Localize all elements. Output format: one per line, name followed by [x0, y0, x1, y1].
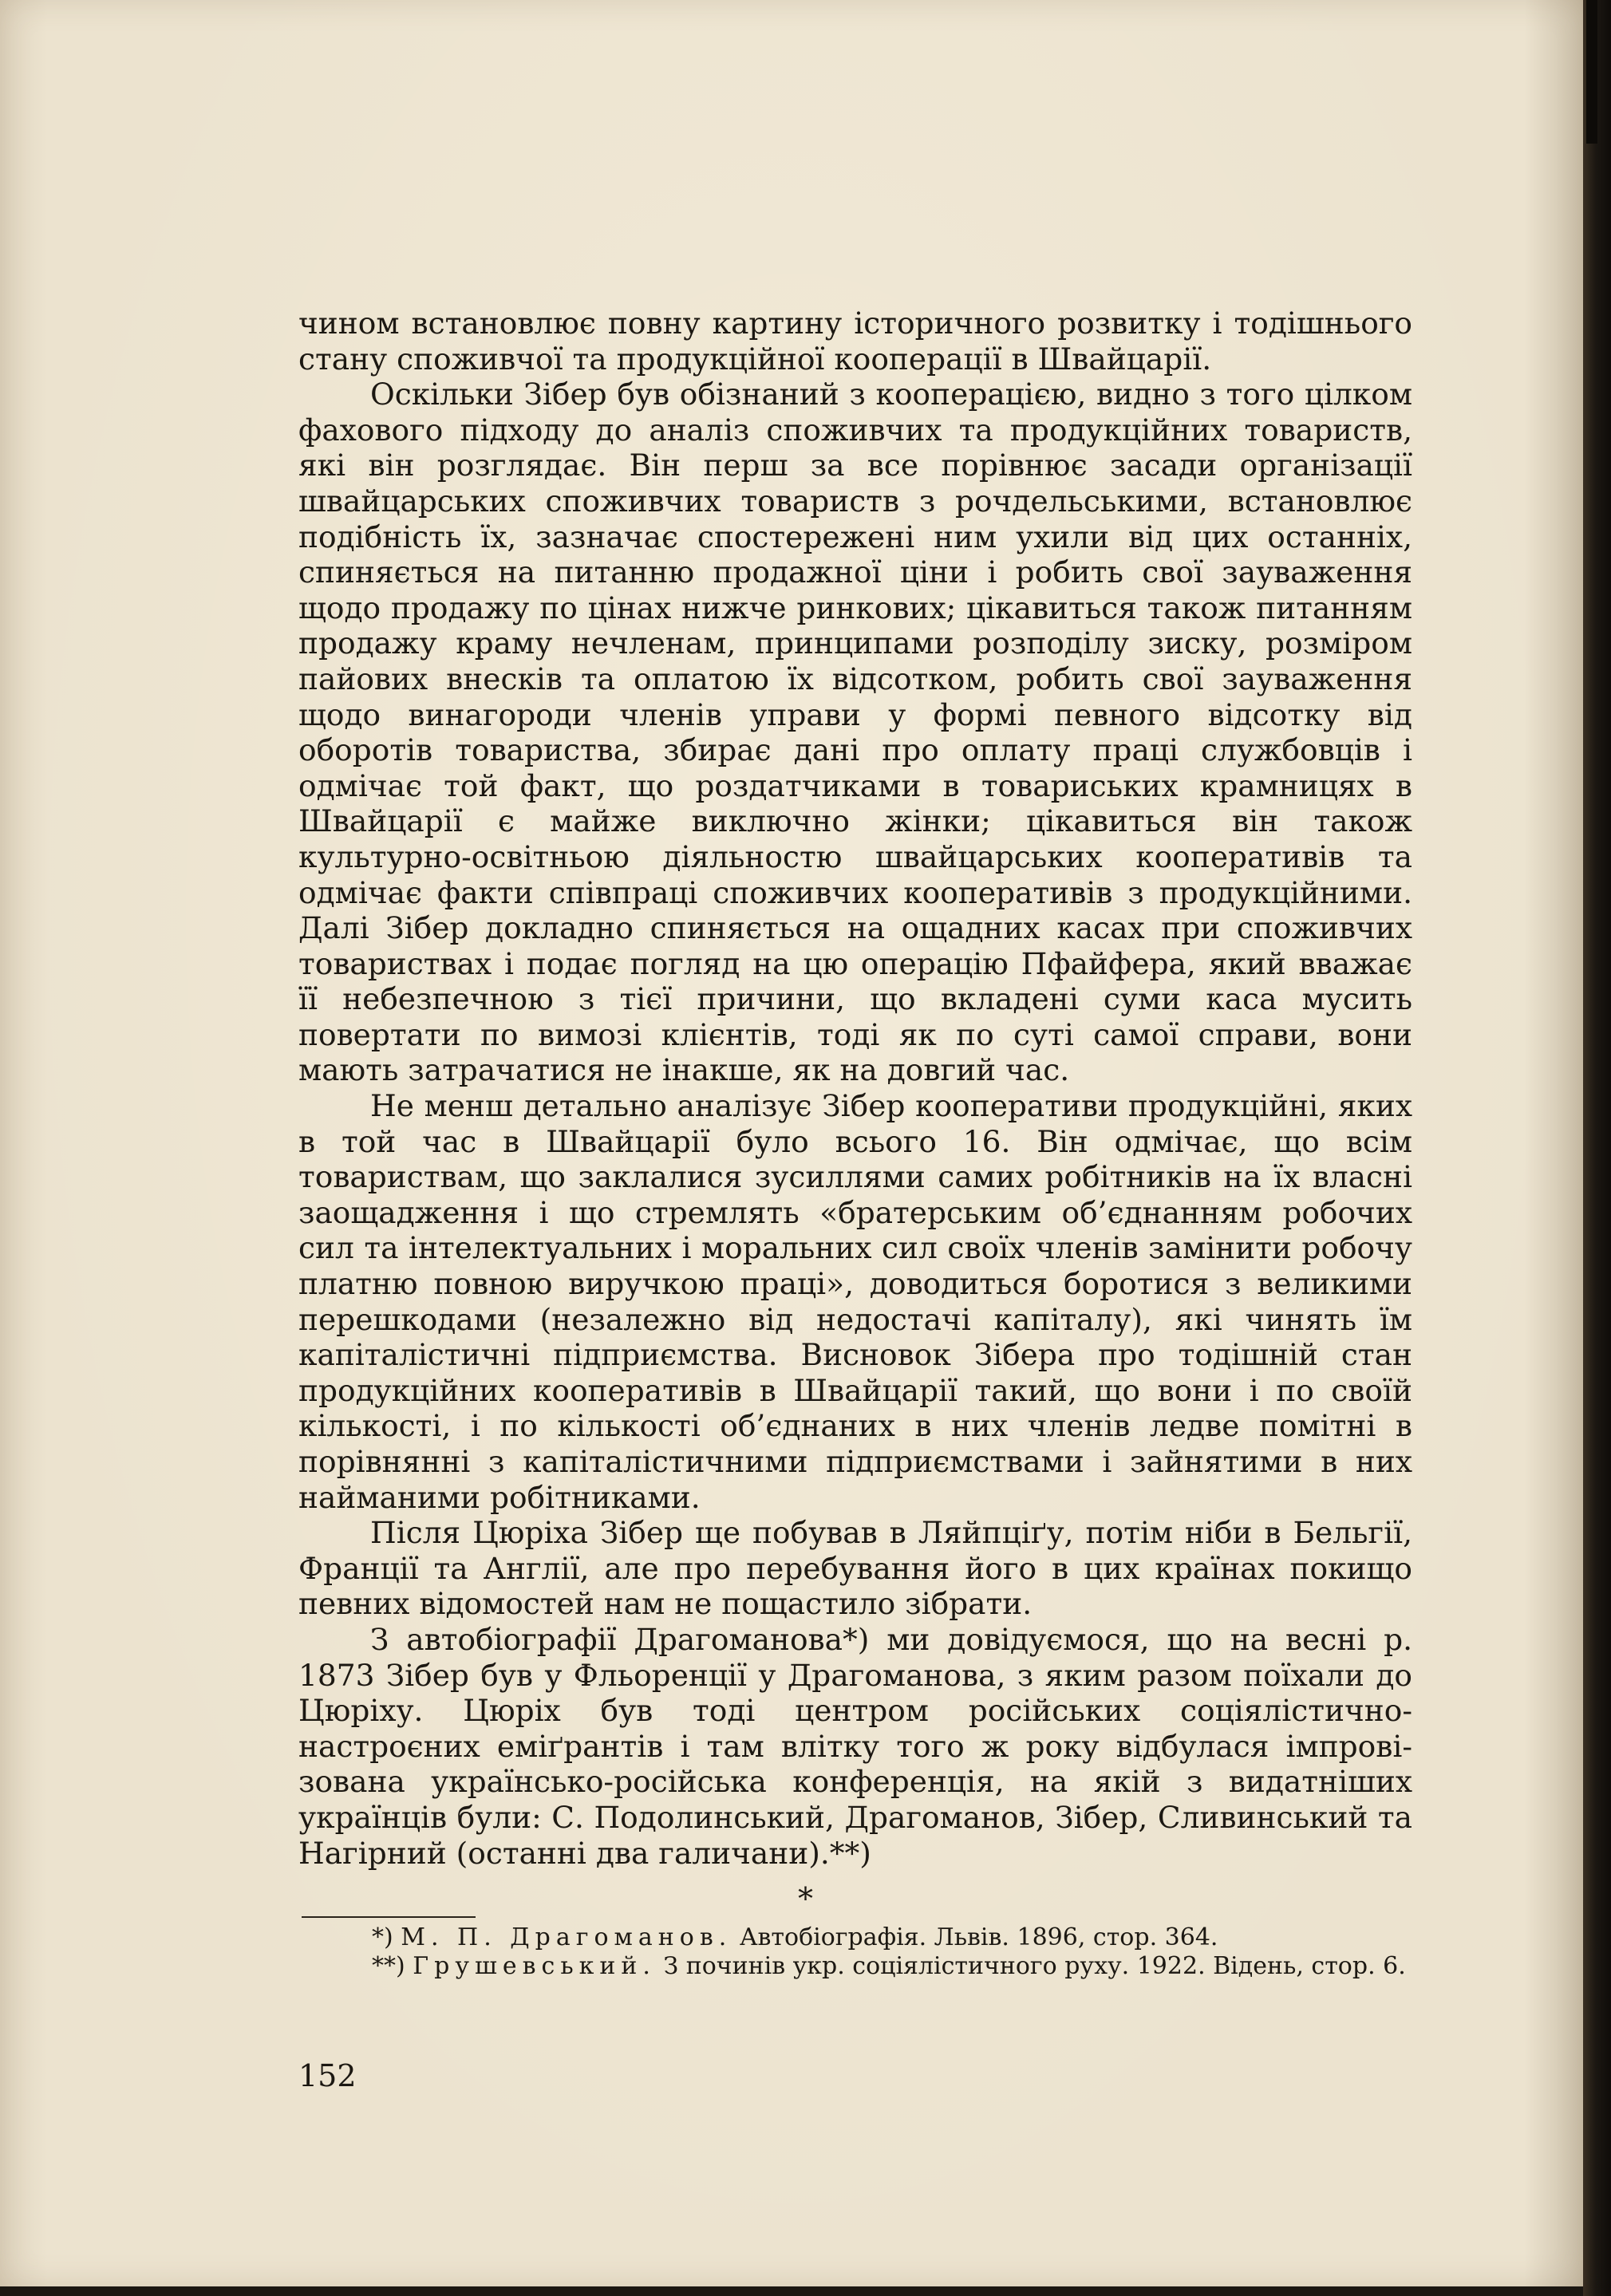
paragraph-1: чином встановлює повну картину історичного розвитку і тодішнього стану споживчої та продукційної кооперації в Швайцарії.	[298, 306, 1412, 377]
footnote-2-marker: **)	[372, 1952, 405, 1980]
paragraph-2: Оскільки Зібер був обізнаний з кооперацією, видно з того цілком фахового підходу до аналіз споживчих та продукційних товариств, які він розглядає. Він перш за все порівнює засади організації швайцарських споживчих товариств з рочдельськими, встановлює подібність їх, зазначає спостережені ним ухили від цих останніх, спиняється на питанню продажної ціни і робить свої зауваження щодо продажу по цінах нижче ринкових; цікавиться також питанням продажу краму нечленам, принципами розподілу зиску, розміром пайових внесків та оплатою їх відсотком, робить свої зауваження щодо винагороди членів управи у формі певного відсотку від оборотів товариства, збирає дані про оплату праці службовців і одмічає той факт, що роздатчиками в товариських крамницях в Швайцарії є майже виключно жінки; цікавиться він також культурно-освітньою діяльностю швайцарських кооперативів та одмічає факти співпраці споживчих кооперативів з продукційними. Далі Зібер докладно спиняється на ощадних касах при споживчих товариствах і подає погляд на цю операцію Пфайфера, який вважає її небезпечною з тієї причини, що вкладені суми каса мусить повертати по вимозі клієнтів, тоді як по суті самої справи, вони мають затрачатися не інакше, як на довгий час.	[298, 377, 1412, 1088]
footnotes	[298, 1923, 1412, 1981]
footnote-1	[298, 1923, 1412, 1952]
spine-shadow	[1586, 0, 1597, 144]
footnote-1-text: Автобіографія. Львів. 1896, стор. 364.	[739, 1923, 1218, 1951]
footnote-1-marker: *)	[372, 1923, 393, 1951]
paragraph-4: Після Цюріха Зібер ще побував в Ляйпціґу, потім ніби в Бельгії, Франції та Англії, але про перебування його в цих країнах покищо певних відомостей нам не пощастило зібрати.	[298, 1515, 1412, 1622]
footnote-1-author: М. П. Драгоманов.	[401, 1923, 732, 1951]
footnote-divider	[302, 1916, 476, 1918]
page-number: 152	[298, 2058, 357, 2093]
book-spine-edge	[1583, 0, 1611, 2296]
main-text	[298, 306, 1412, 1871]
footnote-2-author: Грушевський.	[413, 1952, 656, 1980]
footnote-2-text: З починів укр. соціялістичного руху. 1922. Відень, стор. 6.	[663, 1952, 1406, 1980]
section-asterism: *	[798, 1881, 813, 1916]
footnote-2	[298, 1952, 1412, 1981]
paragraph-5: З автобіографії Драгоманова*) ми довідуємося, що на весні р. 1873 Зібер був у Фльоренції у Драгоманова, з яким разом поїхали до Цюріху. Цюріх був тоді центром російських соціялістично-настроєних еміґрантів і там влітку того ж року відбулася імпровізована українсько-російська конференція, на якій з видатніших українців були: С. Подолинський, Драгоманов, Зібер, Сливинський та Нагірний (останні два галичани).**)	[298, 1621, 1412, 1871]
paragraph-3: Не менш детально аналізує Зібер кооперативи продукційні, яких в той час в Швайцарії було всього 16. Він одмічає, що всім товариствам, що заклалися зусиллями самих робітників на їх власні заощадження і що стремлять «братерським об’єднанням робочих сил та інтелектуальних і моральних сил своїх членів замінити робочу платню повною виручкою праці», доводиться боротися з великими перешкодами (незалежно від недостачі капіталу), які чинять їм капіталістичні підприємства. Висновок Зібера про тодішній стан продукційних кооперативів в Швайцарії такий, що вони і по своїй кількості, і по кількості об’єднаних в них членів ледве помітні в порівнянні з капіталістичними підприємствами і зайнятими в них найманими робітниками.	[298, 1088, 1412, 1515]
